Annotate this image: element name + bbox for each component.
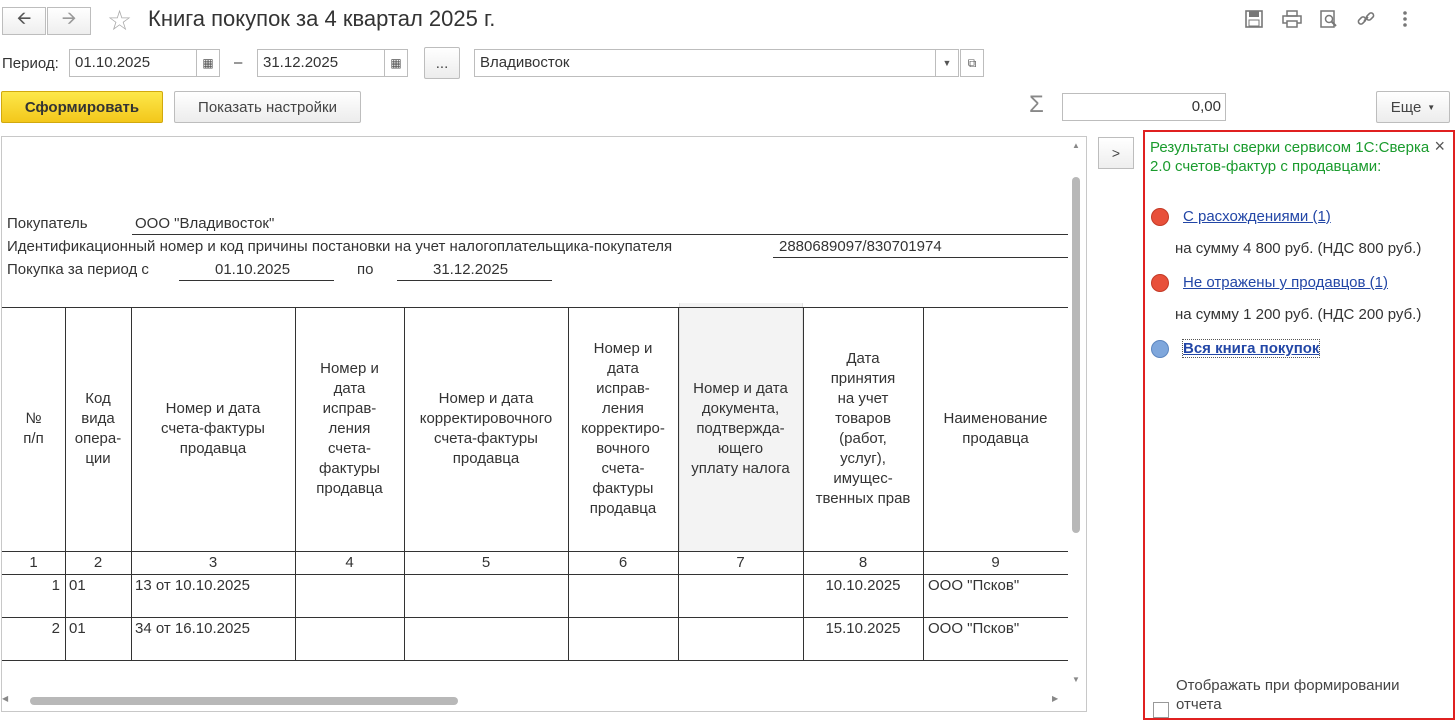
vertical-scroll-thumb[interactable] — [1072, 177, 1080, 533]
horizontal-scrollbar[interactable] — [2, 693, 1060, 707]
organization-dropdown-button[interactable] — [935, 49, 959, 77]
more-button[interactable] — [1376, 91, 1450, 123]
column-header: Номер и дата счета-фактуры продавца — [161, 400, 265, 457]
column-header: Наименование продавца — [943, 410, 1048, 447]
period-to-input[interactable]: 31.12.2025 — [257, 49, 385, 77]
period-label: Период: — [2, 55, 59, 72]
buyer-value: ООО "Владивосток" — [135, 215, 275, 232]
period-to-underline — [397, 280, 552, 281]
column-number: 6 — [618, 553, 628, 571]
inn-value: 2880689097/830701974 — [779, 238, 942, 255]
not-reflected-sum: на сумму 1 200 руб. (НДС 200 руб.) — [1175, 306, 1422, 323]
inn-label: Идентификационный номер и код причины постановки на учет налогоплательщика-покупателя — [7, 238, 673, 255]
inn-underline — [773, 257, 1068, 258]
save-icon[interactable] — [1243, 8, 1265, 30]
arrow-right-icon: 🡪 — [61, 8, 77, 28]
preview-icon[interactable] — [1318, 8, 1340, 30]
not-reflected-link[interactable]: Не отражены у продавцов (1) — [1183, 274, 1388, 291]
row-number: 1 — [51, 577, 60, 594]
panel-toggle-button[interactable]: > — [1098, 137, 1134, 169]
row-seller: ООО "Псков" — [928, 577, 1020, 594]
row-accept-date: 15.10.2025 — [825, 620, 901, 637]
show-on-generate-label: Отображать при формировании отчета — [1176, 677, 1400, 713]
star-icon[interactable]: ☆ — [107, 5, 133, 36]
row-invoice: 34 от 16.10.2025 — [135, 620, 250, 637]
column-number: 2 — [93, 553, 103, 571]
column-header: Дата принятия на учет товаров (работ, услуг), имущес- твенных прав — [815, 350, 911, 507]
vertical-scrollbar[interactable] — [1070, 141, 1082, 687]
open-window-icon: ⧉ — [967, 55, 977, 70]
all-book-link[interactable]: Вся книга покупок — [1183, 340, 1320, 357]
discrepancy-sum: на сумму 4 800 руб. (НДС 800 руб.) — [1175, 240, 1422, 257]
back-button[interactable] — [2, 7, 46, 35]
scroll-right-icon[interactable]: ▶ — [1052, 694, 1059, 703]
forward-button[interactable] — [47, 7, 91, 35]
column-number: 8 — [858, 553, 868, 571]
column-header: Номер и дата корректировочного счета-фактуры продавца — [419, 390, 553, 467]
more-vertical-icon[interactable] — [1394, 8, 1416, 30]
organization-input[interactable]: Владивосток — [474, 49, 936, 77]
row-invoice: 13 от 10.10.2025 — [135, 577, 250, 594]
row-operation-code: 01 — [69, 620, 86, 637]
column-header: Код вида опера- ции — [74, 390, 122, 467]
report-sheet[interactable] — [1, 136, 1087, 712]
scroll-up-icon[interactable]: ▲ — [1072, 141, 1080, 150]
generate-button[interactable]: Сформировать — [1, 91, 163, 123]
table-hline — [2, 574, 1068, 575]
panel-title: Результаты сверки сервисом 1С:Сверка 2.0 счетов-фактур с продавцами: — [1150, 139, 1430, 175]
choose-period-button[interactable]: ... — [424, 47, 460, 79]
buyer-underline — [132, 234, 1068, 235]
buyer-label: Покупатель — [7, 215, 88, 232]
print-icon[interactable] — [1281, 8, 1303, 30]
column-number: 3 — [208, 553, 218, 571]
column-header: Номер и дата исправ- ления счета- фактуры продавца — [316, 360, 383, 497]
row-seller: ООО "Псков" — [928, 620, 1020, 637]
calendar-from-button[interactable] — [196, 49, 220, 77]
link-icon[interactable] — [1355, 8, 1377, 30]
calendar-to-button[interactable] — [384, 49, 408, 77]
column-number: 1 — [29, 553, 38, 571]
scroll-left-icon[interactable]: ◀ — [2, 694, 9, 703]
calendar-icon: ▦ — [202, 56, 214, 70]
status-dot-not-reflected — [1151, 274, 1169, 292]
column-header: Номер и дата исправ- ления корректиро- вочного счета- фактуры продавца — [581, 340, 665, 517]
sum-value-field: 0,00 — [1062, 93, 1226, 121]
column-header: № п/п — [23, 410, 44, 447]
row-number: 2 — [51, 620, 60, 637]
organization-open-button[interactable] — [960, 49, 984, 77]
show-on-generate-checkbox[interactable] — [1153, 702, 1169, 718]
chevron-down-icon: ▼ — [1427, 102, 1436, 112]
period-from-label: Покупка за период с — [7, 261, 149, 278]
column-number: 9 — [991, 553, 1000, 571]
column-header: Номер и дата документа, подтвержда- ющего уплату налога — [691, 380, 790, 477]
scroll-down-icon[interactable]: ▼ — [1072, 675, 1080, 684]
horizontal-scroll-thumb[interactable] — [30, 697, 458, 705]
row-operation-code: 01 — [69, 577, 86, 594]
sum-icon: Σ — [1029, 91, 1044, 118]
calendar-icon: ▦ — [390, 56, 402, 70]
period-dash: – — [234, 54, 243, 71]
report-period-to: 31.12.2025 — [433, 261, 509, 278]
report-period-from: 01.10.2025 — [215, 261, 291, 278]
row-accept-date: 10.10.2025 — [825, 577, 901, 594]
close-icon[interactable]: × — [1434, 136, 1445, 156]
show-settings-button[interactable]: Показать настройки — [174, 91, 361, 123]
column-number: 7 — [736, 553, 745, 571]
period-to-label: по — [357, 261, 374, 278]
arrow-left-icon: 🡨 — [16, 8, 32, 28]
discrepancy-link[interactable]: С расхождениями (1) — [1183, 208, 1331, 225]
table-hline — [2, 660, 1068, 661]
period-from-underline — [179, 280, 334, 281]
table-hline — [2, 617, 1068, 618]
period-from-input[interactable]: 01.10.2025 — [69, 49, 197, 77]
page-title: Книга покупок за 4 квартал 2025 г. — [148, 6, 496, 31]
column-number: 4 — [345, 553, 354, 571]
chevron-down-icon: ▼ — [942, 58, 952, 68]
column-number: 5 — [481, 553, 491, 571]
more-button-label: Еще — [1390, 98, 1422, 116]
status-dot-discrepancy — [1151, 208, 1169, 226]
reconciliation-panel — [1143, 130, 1455, 720]
status-dot-all — [1151, 340, 1169, 358]
